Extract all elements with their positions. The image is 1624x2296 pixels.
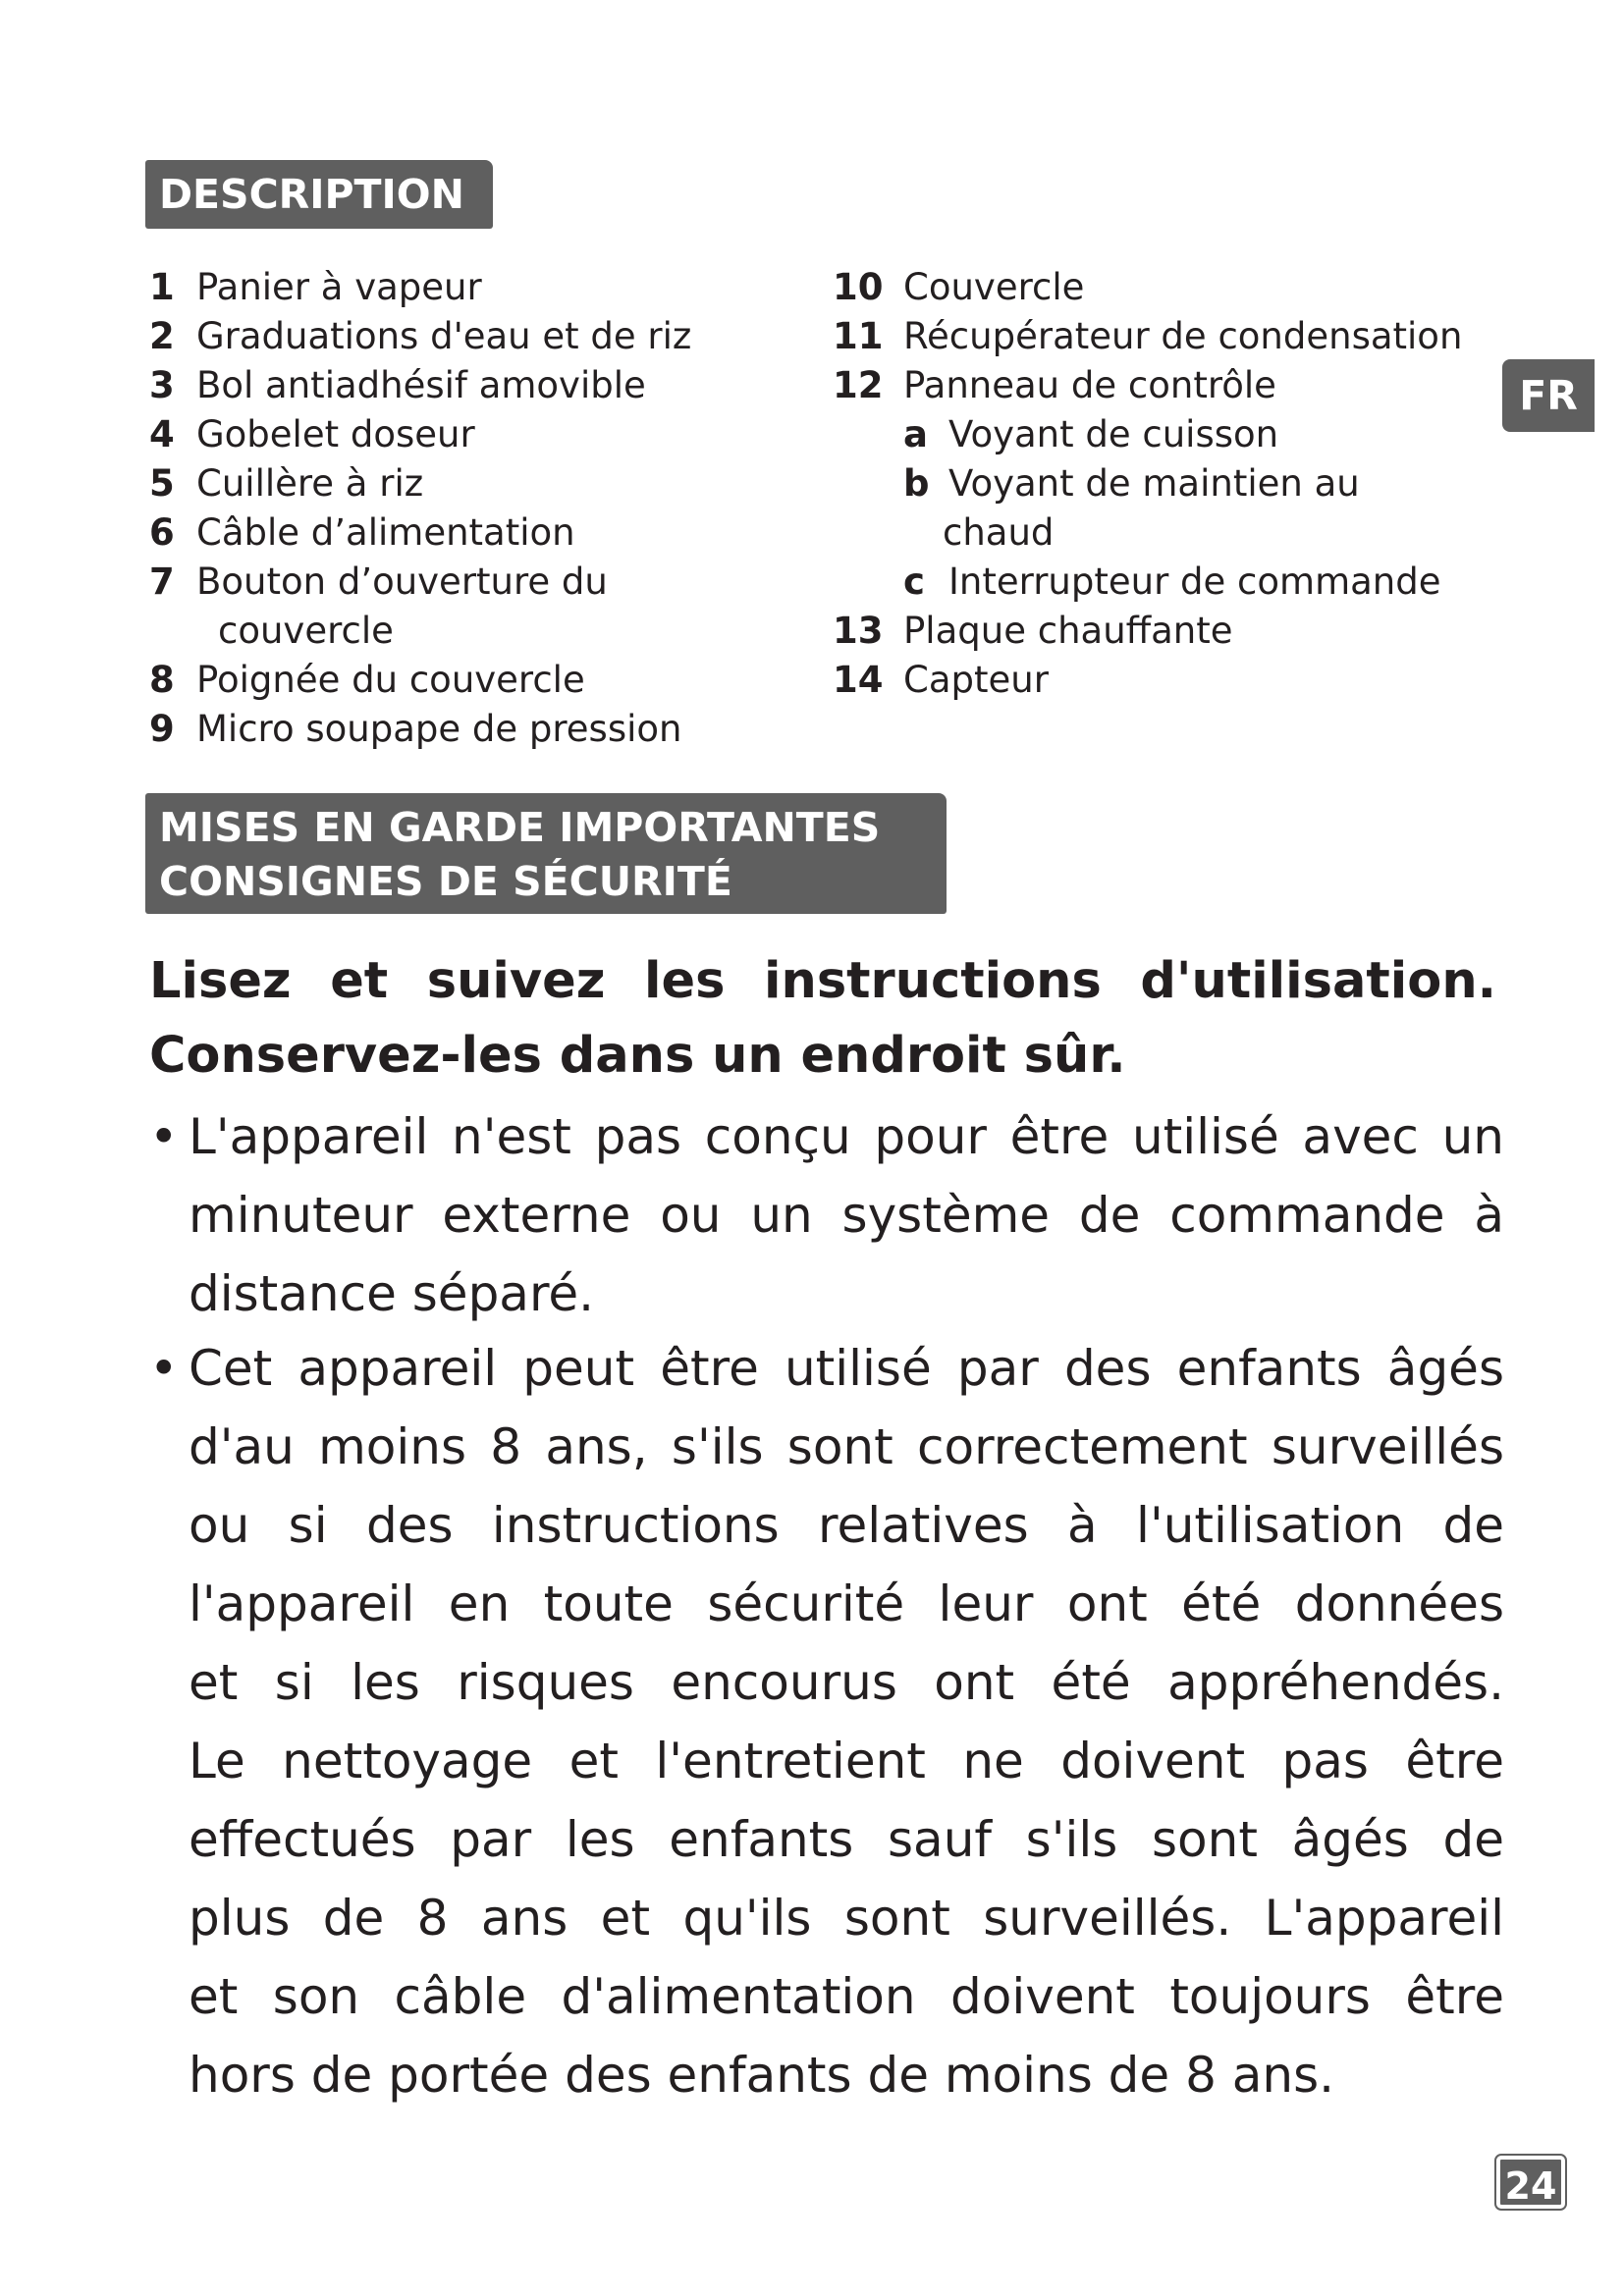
intro-line: Lisez et suivez les instructions d'utilisation. [149,952,1496,1010]
list-subitem: a Voyant de cuisson [903,413,1279,455]
safety-heading [145,793,947,914]
list-item: 10 Couvercle [833,266,1085,308]
paragraph-line: l'appareil en toute sécurité leur ont été données [189,1575,1504,1632]
paragraph-line: ou si des instructions relatives à l'utilisation de [189,1497,1504,1554]
bullet-icon: • [149,1108,179,1165]
list-item-continuation: couvercle [218,610,394,652]
safety-heading-line: CONSIGNES DE SÉCURITÉ [159,858,732,905]
description-heading: DESCRIPTION [145,160,493,229]
paragraph-line: Le nettoyage et l'entretient ne doivent pas être [189,1733,1504,1789]
intro-instruction [149,944,1496,1094]
list-item-continuation: chaud [943,511,1055,554]
list-item: 11 Récupérateur de condensation [833,315,1463,357]
list-item: 3 Bol antiadhésif amovible [149,364,646,406]
paragraph-line: et son câble d'alimentation doivent toujours être [189,1968,1504,2025]
list-item: 9 Micro soupape de pression [149,708,682,750]
paragraph-line: d'au moins 8 ans, s'ils sont correctement surveillés [189,1418,1504,1475]
list-item: 13 Plaque chauffante [833,610,1233,652]
list-item: 5 Cuillère à riz [149,462,424,505]
description-list-right [833,263,1490,705]
language-tab: FR [1502,359,1595,432]
paragraph-line: et si les risques encourus ont été appréhendés. [189,1654,1504,1711]
bullet-paragraph [149,1097,1504,1333]
list-subitem: c Interrupteur de commande [903,561,1441,603]
intro-line: Conservez-les dans un endroit sûr. [149,1027,1126,1085]
paragraph-line: • Cet appareil peut être utilisé par des enfants âgés [149,1329,1504,1408]
list-item: 2 Graduations d'eau et de riz [149,315,692,357]
description-list-left [149,263,778,754]
list-subitem: b Voyant de maintien au [903,462,1360,505]
paragraph-line: minuteur externe ou un système de commande à [189,1187,1504,1244]
bullet-paragraph [149,1329,1504,2114]
page-number: 24 [1496,2156,1565,2209]
list-item: 6 Câble d’alimentation [149,511,575,554]
paragraph-line: distance séparé. [189,1265,595,1322]
list-item: 12 Panneau de contrôle [833,364,1276,406]
list-item: 8 Poignée du couvercle [149,659,585,701]
paragraph-line: plus de 8 ans et qu'ils sont surveillés. L'appareil [189,1890,1504,1947]
paragraph-line: effectués par les enfants sauf s'ils sont âgés de [189,1811,1504,1868]
list-item: 1 Panier à vapeur [149,266,482,308]
list-item: 14 Capteur [833,659,1049,701]
bullet-icon: • [149,1340,179,1397]
paragraph-line: • L'appareil n'est pas conçu pour être utilisé avec un [149,1097,1504,1176]
safety-heading-line: MISES EN GARDE IMPORTANTES [159,804,881,851]
list-item: 4 Gobelet doseur [149,413,475,455]
paragraph-line: hors de portée des enfants de moins de 8 ans. [189,2047,1335,2104]
list-item: 7 Bouton d’ouverture du [149,561,608,603]
